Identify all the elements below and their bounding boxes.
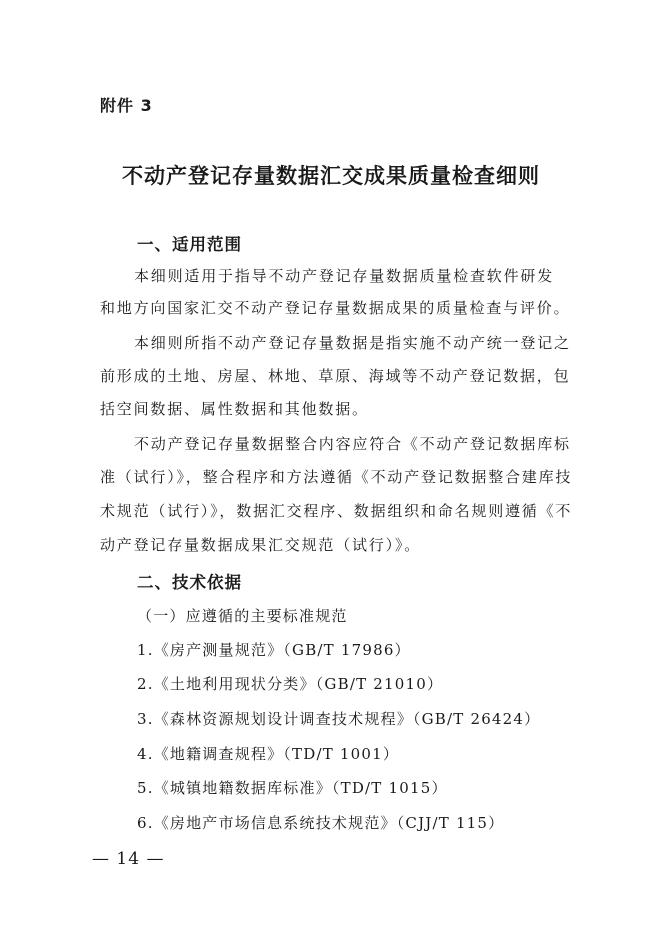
section-1-heading: 一、适用范围 [137, 235, 242, 254]
section-2-subheading: （一）应遵循的主要标准规范 [137, 607, 348, 625]
paragraph-2-line-3: 括空间数据、属性数据和其他数据。 [100, 400, 369, 418]
paragraph-2-line-1: 本细则所指不动产登记存量数据是指实施不动产统一登记之 [134, 334, 571, 352]
standard-item-1: 1.《房产测量规范》（GB/T 17986） [137, 641, 411, 659]
paragraph-1-line-1: 本细则适用于指导不动产登记存量数据质量检查软件研发 [134, 267, 555, 285]
standard-item-3: 3.《森林资源规划设计调查技术规程》（GB/T 26424） [137, 710, 541, 728]
paragraph-1-line-2: 和地方向国家汇交不动产登记存量数据成果的质量检查与评价。 [100, 299, 571, 317]
paragraph-2-line-2: 前形成的土地、房屋、林地、草原、海域等不动产登记数据，包 [100, 367, 571, 385]
section-2-heading: 二、技术依据 [137, 573, 242, 592]
attachment-label: 附件 3 [100, 96, 153, 115]
paragraph-3-line-4: 动产登记存量数据成果汇交规范（试行）》。 [100, 536, 422, 554]
page-number: — 14 — [92, 849, 165, 869]
standard-item-6: 6.《房地产市场信息系统技术规范》（CJJ/T 115） [137, 814, 505, 832]
standard-item-5: 5.《城镇地籍数据库标准》（TD/T 1015） [137, 779, 448, 797]
paragraph-3-line-3: 术规范（试行）》，数据汇交程序、数据组织和命名规则遵循《不 [100, 502, 573, 520]
paragraph-3-line-2: 准（试行）》，整合程序和方法遵循《不动产登记数据整合建库技 [100, 468, 573, 486]
document-title: 不动产登记存量数据汇交成果质量检查细则 [122, 164, 540, 188]
paragraph-3-line-1: 不动产登记存量数据整合内容应符合《不动产登记数据库标 [134, 435, 571, 453]
standard-item-4: 4.《地籍调查规程》（TD/T 1001） [137, 745, 400, 763]
standard-item-2: 2.《土地利用现状分类》（GB/T 21010） [137, 675, 444, 693]
